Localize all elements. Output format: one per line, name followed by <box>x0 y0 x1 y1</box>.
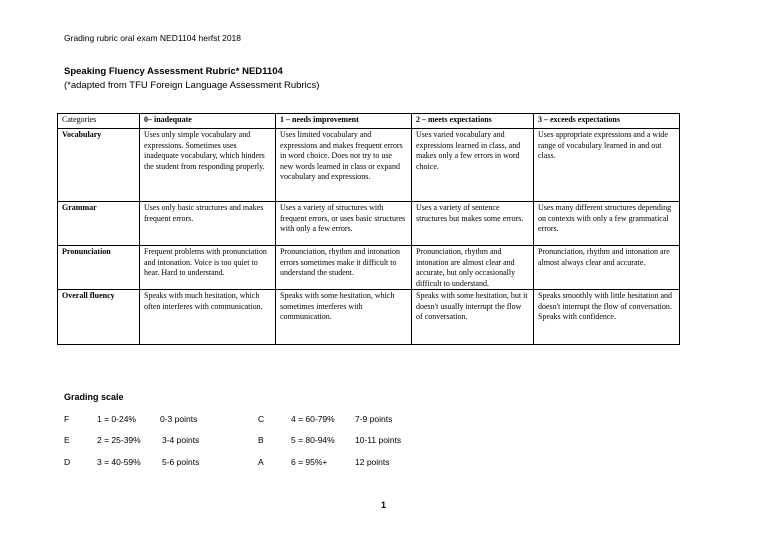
criteria-cell: Uses only simple vocabulary and expressions. Sometimes uses inadequate vocabulary, which hinders the student from responding properly. <box>140 129 276 202</box>
grade-letter: F <box>64 414 70 424</box>
grade-score: 1 = 0-24% <box>97 414 136 424</box>
rubric-header-row <box>58 114 680 129</box>
criteria-cell: Uses appropriate expressions and a wide range of vocabulary learned in and out class. <box>534 129 680 202</box>
header-level-3: 3 – exceeds expectations <box>534 114 680 129</box>
rubric-table <box>57 113 680 345</box>
criteria-cell: Speaks with some hesitation, but it doesn't usually interrupt the flow of conversation. <box>412 290 534 345</box>
grade-score: 3 = 40-59% <box>97 457 141 467</box>
criteria-cell: Uses many different structures depending on contexts with only a few grammatical errors. <box>534 202 680 246</box>
criteria-cell: Frequent problems with pronunciation and intonation. Voice is too quiet to hear. Hard to understand. <box>140 246 276 290</box>
grade-letter: E <box>64 435 70 445</box>
criteria-cell: Speaks with some hesitation, which sometimes interferes with communication. <box>276 290 412 345</box>
grading-scale-title: Grading scale <box>64 392 124 402</box>
category-cell: Pronunciation <box>58 246 140 290</box>
grade-letter: B <box>258 435 264 445</box>
grade-score: 2 = 25-39% <box>97 435 141 445</box>
criteria-cell: Pronunciation, rhythm and intonation errors sometimes make it difficult to understand the student. <box>276 246 412 290</box>
criteria-cell: Pronunciation, rhythm and intonation are almost always clear and accurate. <box>534 246 680 290</box>
criteria-cell: Speaks smoothly with little hesitation and doesn't interrupt the flow of conversation. Speaks with confidence. <box>534 290 680 345</box>
grade-score: 5 = 80-94% <box>291 435 335 445</box>
header-level-0: 0– inadequate <box>140 114 276 129</box>
grade-points: 10-11 points <box>355 435 402 445</box>
criteria-cell: Uses only basic structures and makes frequent errors. <box>140 202 276 246</box>
rubric-row-grammar <box>58 202 680 246</box>
criteria-cell: Uses limited vocabulary and expressions and makes frequent errors in word choice. Does not try to use new words learned in class or expand vocabulary and expressions. <box>276 129 412 202</box>
header-level-1: 1 – needs improvement <box>276 114 412 129</box>
page-number: 1 <box>381 500 387 510</box>
category-cell: Overall fluency <box>58 290 140 345</box>
category-cell: Grammar <box>58 202 140 246</box>
grade-points: 7-9 points <box>355 414 393 424</box>
grade-letter: A <box>258 457 264 467</box>
criteria-cell: Uses a variety of structures with frequent errors, or uses basic structures with only a few errors. <box>276 202 412 246</box>
header-level-2: 2 – meets expectations <box>412 114 534 129</box>
rubric-row-pronunciation <box>58 246 680 290</box>
rubric-row-vocabulary <box>58 129 680 202</box>
criteria-cell: Uses varied vocabulary and expressions learned in class, and makes only a few errors in word choice. <box>412 129 534 202</box>
header-categories: Categories <box>58 114 140 129</box>
rubric-row-overall-fluency <box>58 290 680 345</box>
rubric-subtitle: (*adapted from TFU Foreign Language Assessment Rubrics) <box>64 80 320 91</box>
grade-points: 0-3 points <box>160 414 198 424</box>
grade-score: 6 = 95%+ <box>291 457 328 467</box>
grade-letter: C <box>258 414 265 424</box>
criteria-cell: Uses a variety of sentence structures but makes some errors. <box>412 202 534 246</box>
category-cell: Vocabulary <box>58 129 140 202</box>
document-header: Grading rubric oral exam NED1104 herfst 2018 <box>64 33 242 43</box>
grade-points: 5-6 points <box>162 457 200 467</box>
grade-score: 4 = 60-79% <box>291 414 335 424</box>
criteria-cell: Pronunciation, rhythm and intonation are almost clear and accurate, but only occasionally difficult to understand. <box>412 246 534 290</box>
criteria-cell: Speaks with much hesitation, which often interferes with communication. <box>140 290 276 345</box>
grade-letter: D <box>64 457 71 467</box>
rubric-title: Speaking Fluency Assessment Rubric* NED1104 <box>64 66 283 77</box>
grade-points: 12 points <box>355 457 390 467</box>
grade-points: 3-4 points <box>162 435 200 445</box>
